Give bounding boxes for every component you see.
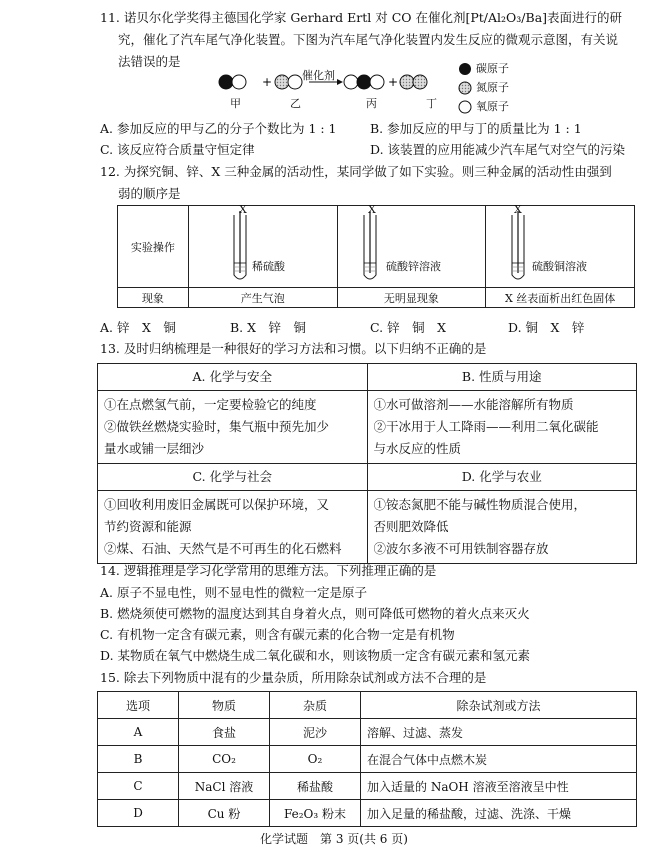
row-c-substance: NaCl 溶液 [179, 773, 270, 800]
q13-summary-table [97, 363, 637, 564]
row-d-impurity: Fe₂O₃ 粉末 [270, 800, 361, 827]
row-c-option: C [98, 773, 179, 800]
q13-cell-d [367, 491, 637, 564]
q15-header-impurity: 杂质 [270, 692, 361, 719]
op-label: 实验操作 [118, 206, 189, 288]
nitrogen-atom-icon [459, 82, 471, 94]
row-a-method: 溶解、过滤、蒸发 [361, 719, 637, 746]
q15-header-substance: 物质 [179, 692, 270, 719]
q13-d-line3: ②波尔多液不可用铁制容器存放 [373, 541, 549, 556]
q13-d-line2: 否则肥效降低 [373, 519, 449, 534]
q13-c-line2: 节约资源和能源 [104, 519, 192, 534]
table-row [98, 719, 637, 746]
wire-label-1: X [239, 203, 247, 216]
row-c-method: 加入适量的 NaOH 溶液至溶液呈中性 [361, 773, 637, 800]
q13-c-line3: ②煤、石油、天然气是不可再生的化石燃料 [104, 541, 342, 556]
q12-line2: 弱的顺序是 [118, 186, 181, 201]
q15-line1: 15. 除去下列物质中混有的少量杂质，所用除杂试剂或方法不合理的是 [100, 670, 487, 685]
catalyst-label: 催化剂 [302, 69, 335, 82]
q14-line1: 14. 逻辑推理是学习化学常用的思维方法。下列推理正确的是 [100, 563, 437, 578]
phenomenon-2: 无明显现象 [337, 288, 486, 308]
phenomenon-label: 现象 [118, 288, 189, 308]
q13-b-line2: ②干冰用于人工降雨——利用二氧化碳能 [373, 419, 599, 434]
label-yi: 乙 [290, 97, 301, 110]
q11-option-c: C. 该反应符合质量守恒定律 [100, 142, 255, 157]
table-row [98, 800, 637, 827]
row-b-impurity: O₂ [270, 746, 361, 773]
q13-a-line1: ①在点燃氢气前，一定要检验它的纯度 [104, 397, 317, 412]
q13-cell-b [367, 391, 637, 464]
q13-d-line1: ①铵态氮肥不能与碱性物质混合使用， [373, 497, 587, 512]
table-row [98, 773, 637, 800]
q14-option-a: A. 原子不显电性，则不显电性的微粒一定是原子 [100, 585, 367, 600]
q13-head-c: C. 化学与社会 [98, 464, 368, 491]
q13-head-a: A. 化学与安全 [98, 364, 368, 391]
label-ding: 丁 [426, 97, 437, 110]
phenomenon-1: 产生气泡 [188, 288, 337, 308]
table-row [98, 746, 637, 773]
q13-cell-a [98, 391, 368, 464]
q14-option-b: B. 燃烧须使可燃物的温度达到其自身着火点，则可降低可燃物的着火点来灭火 [100, 606, 530, 621]
q13-a-line3: 量水或铺一层细沙 [104, 441, 205, 456]
q12-option-b: B. X 锌 铜 [230, 320, 307, 335]
legend-carbon: 碳原子 [476, 62, 509, 75]
q11-line1: 11. 诺贝尔化学奖得主德国化学家 Gerhard Ertl 对 CO 在催化剂[Pt/Al₂O₃/Ba]表面进行的研 [100, 10, 623, 25]
label-jia: 甲 [230, 97, 241, 110]
row-a-substance: 食盐 [179, 719, 270, 746]
q15-header-option: 选项 [98, 692, 179, 719]
q12-line1: 12. 为探究铜、锌、X 三种金属的活动性，某同学做了如下实验。则三种金属的活动性由强到 [100, 164, 612, 179]
plus-1: + [262, 75, 273, 89]
row-c-impurity: 稀盐酸 [270, 773, 361, 800]
molecule-jia [219, 75, 246, 89]
q13-a-line2: ②做铁丝燃烧实验时，集气瓶中预先加少 [104, 419, 330, 434]
q14-option-c: C. 有机物一定含有碳元素，则含有碳元素的化合物一定是有机物 [100, 627, 455, 642]
q14-option-d: D. 某物质在氧气中燃烧生成二氧化碳和水，则该物质一定含有碳元素和氢元素 [100, 648, 531, 663]
legend-oxygen: 氧原子 [476, 100, 509, 113]
q15-impurity-table [97, 691, 637, 827]
q13-head-d: D. 化学与农业 [367, 464, 637, 491]
q11-option-b: B. 参加反应的甲与丁的质量比为 1 : 1 [370, 121, 582, 136]
wire-label-3: X [514, 203, 522, 216]
molecule-yi [275, 75, 302, 89]
q13-head-b: B. 性质与用途 [367, 364, 637, 391]
q11-option-d: D. 该装置的应用能减少汽车尾气对空气的污染 [370, 142, 626, 157]
row-b-substance: CO₂ [179, 746, 270, 773]
carbon-atom-icon [459, 63, 471, 75]
legend-nitrogen: 氮原子 [476, 81, 509, 94]
q11-option-a: A. 参加反应的甲与乙的分子个数比为 1 : 1 [100, 121, 337, 136]
molecule-bing [344, 75, 384, 89]
row-d-option: D [98, 800, 179, 827]
wire-label-2: X [368, 203, 376, 216]
q13-cell-c [98, 491, 368, 564]
q15-header-method: 除杂试剂或方法 [361, 692, 637, 719]
solution-2: 硫酸锌溶液 [386, 260, 441, 273]
row-d-substance: Cu 粉 [179, 800, 270, 827]
row-a-impurity: 泥沙 [270, 719, 361, 746]
row-b-option: B [98, 746, 179, 773]
q13-line1: 13. 及时归纳梳理是一种很好的学习方法和习惯。以下归纳不正确的是 [100, 341, 487, 356]
q13-b-line3: 与水反应的性质 [373, 441, 462, 456]
q13-c-line1: ①回收利用废旧金属既可以保护环境，又 [104, 497, 330, 512]
row-b-method: 在混合气体中点燃木炭 [361, 746, 637, 773]
row-d-method: 加入足量的稀盐酸，过滤、洗涤、干燥 [361, 800, 637, 827]
q12-option-d: D. 铜 X 锌 [508, 320, 585, 335]
solution-1: 稀硫酸 [252, 260, 285, 273]
page-footer: 化学试题 第 3 页(共 6 页) [260, 832, 408, 846]
q13-b-line1: ①水可做溶剂——水能溶解所有物质 [373, 397, 574, 412]
phenomenon-3: X 丝表面析出红色固体 [486, 288, 635, 308]
plus-2: + [388, 75, 399, 89]
atom-legend-icons [455, 60, 475, 120]
oxygen-atom-icon [459, 101, 471, 113]
solution-3: 硫酸铜溶液 [532, 260, 587, 273]
row-a-option: A [98, 719, 179, 746]
label-bing: 丙 [366, 97, 377, 110]
q12-option-c: C. 锌 铜 X [370, 320, 446, 335]
q12-option-a: A. 锌 X 铜 [100, 320, 176, 335]
q11-line2: 究，催化了汽车尾气净化装置。下图为汽车尾气净化装置内发生反应的微观示意图，有关说 [118, 32, 619, 47]
molecule-ding [400, 75, 427, 89]
q11-line3: 法错误的是 [118, 54, 181, 69]
